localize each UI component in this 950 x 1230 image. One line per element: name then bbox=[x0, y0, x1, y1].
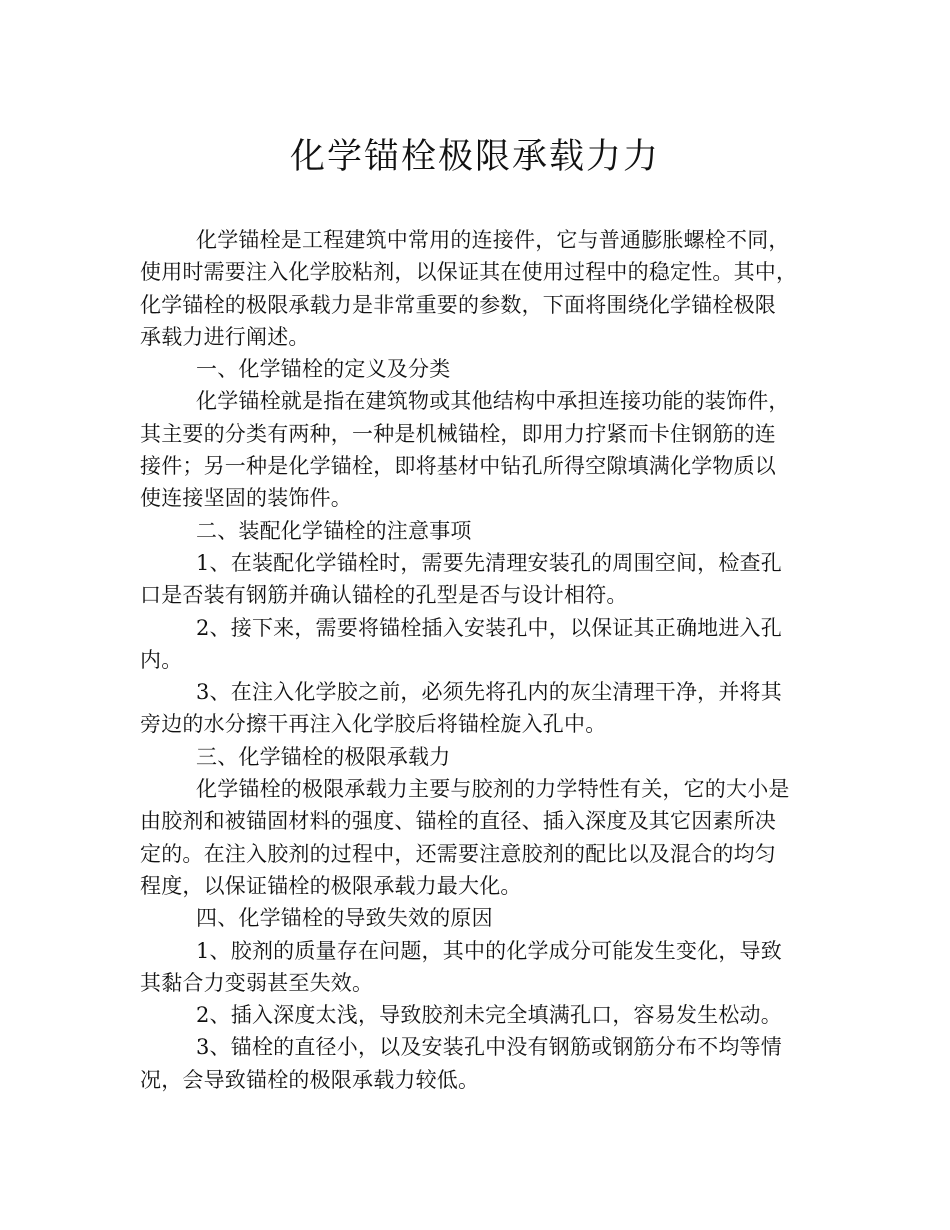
text-line: 3、在注入化学胶之前，必须先将孔内的灰尘清理干净，并将其 bbox=[196, 680, 782, 705]
text-line: 化学锚栓就是指在建筑物或其他结构中承担连接功能的装饰件， bbox=[196, 389, 790, 414]
text-line: 1、胶剂的质量存在问题，其中的化学成分可能发生变化，导致 bbox=[196, 938, 782, 963]
text-line: 况，会导致锚栓的极限承载力较低。 bbox=[140, 1067, 480, 1092]
text-line: 旁边的水分擦干再注入化学胶后将锚栓旋入孔中。 bbox=[140, 712, 607, 737]
text-line: 2、插入深度太浅，导致胶剂未完全填满孔口，容易发生松动。 bbox=[196, 1003, 782, 1028]
text-line: 二、装配化学锚栓的注意事项 bbox=[196, 518, 472, 543]
document-title: 化学锚栓极限承载力力 bbox=[289, 137, 660, 177]
text-line: 化学锚栓的极限承载力是非常重要的参数，下面将围绕化学锚栓极限 bbox=[140, 292, 776, 317]
text-line: 使用时需要注入化学胶粘剂，以保证其在使用过程中的稳定性。其中， bbox=[140, 260, 798, 285]
text-line: 程度，以保证锚栓的极限承载力最大化。 bbox=[140, 873, 522, 898]
text-line: 接件；另一种是化学锚栓，即将基材中钻孔所得空隙填满化学物质以 bbox=[140, 454, 776, 479]
text-line: 口是否装有钢筋并确认锚栓的孔型是否与设计相符。 bbox=[140, 583, 628, 608]
text-line: 承载力进行阐述。 bbox=[140, 324, 310, 349]
text-line: 一、化学锚栓的定义及分类 bbox=[196, 357, 451, 382]
text-line: 化学锚栓是工程建筑中常用的连接件，它与普通膨胀螺栓不同， bbox=[196, 228, 790, 252]
text-line: 四、化学锚栓的导致失效的原因 bbox=[196, 906, 493, 931]
text-line: 使连接坚固的装饰件。 bbox=[140, 486, 352, 511]
text-line: 定的。在注入胶剂的过程中，还需要注意胶剂的配比以及混合的均匀 bbox=[140, 841, 776, 866]
document-body bbox=[140, 224, 840, 1096]
text-line: 其主要的分类有两种，一种是机械锚栓，即用力拧紧而卡住钢筋的连 bbox=[140, 421, 776, 446]
text-line: 由胶剂和被锚固材料的强度、锚栓的直径、插入深度及其它因素所决 bbox=[140, 809, 776, 834]
text-line: 内。 bbox=[140, 647, 183, 672]
text-line: 三、化学锚栓的极限承载力 bbox=[196, 744, 451, 769]
text-line: 1、在装配化学锚栓时，需要先清理安装孔的周围空间，检查孔 bbox=[196, 550, 782, 575]
text-line: 2、接下来，需要将锚栓插入安装孔中，以保证其正确地进入孔 bbox=[196, 615, 782, 640]
text-line: 3、锚栓的直径小，以及安装孔中没有钢筋或钢筋分布不均等情 bbox=[196, 1035, 782, 1060]
text-line: 化学锚栓的极限承载力主要与胶剂的力学特性有关，它的大小是 bbox=[196, 777, 790, 802]
text-line: 其黏合力变弱甚至失效。 bbox=[140, 970, 374, 995]
